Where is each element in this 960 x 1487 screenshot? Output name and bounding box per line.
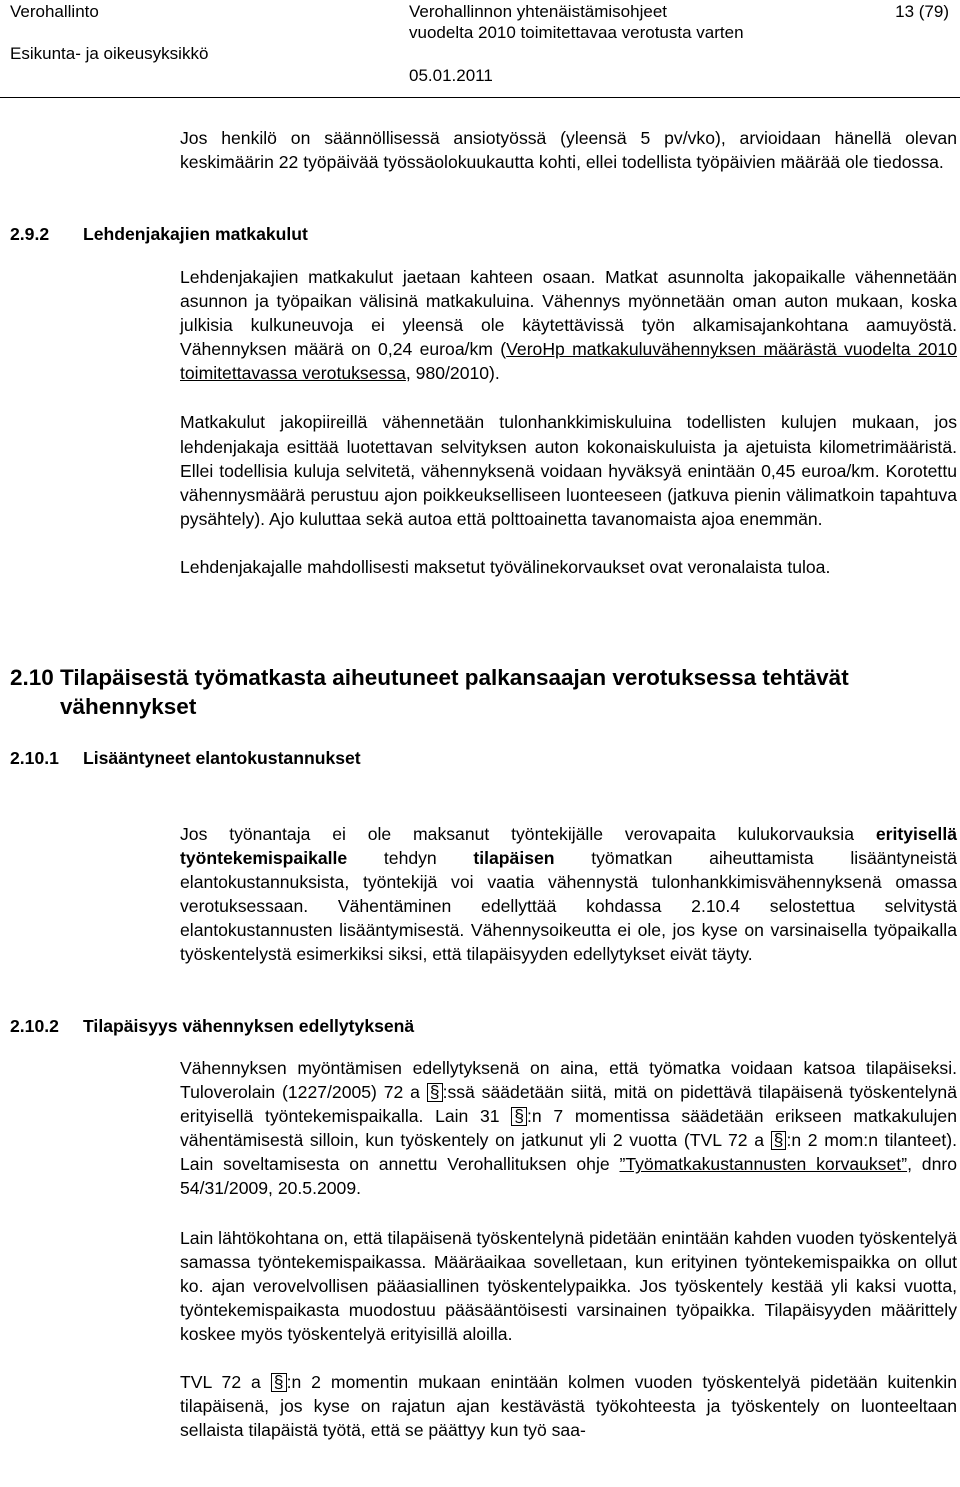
section-title: Lehdenjakajien matkakulut [83, 224, 308, 244]
paragraph: Lain lähtökohtana on, että tilapäisenä työskentelynä pidetään enintään kahden vuoden työskentelyä samassa työntekemispaikassa. Määräaikaa sovelletaan, kun erityinen työntekemispaikka on ollut ko. ajan verovelvollisen pääasiallinen työskentelypaikka. Jos työskentely kestää yli kaksi vuotta, työntekemispaikasta muodostuu pääsääntöisesti varsinainen työpaikka. Tilapäisyyden määrittely koskee myös työskentelyä erityisillä aloilla. [180, 1227, 957, 1344]
paragraph: Matkakulut jakopiireillä vähennetään tulonhankkimiskuluina todellisten kulujen mukaan, jos lehdenjakaja esittää luotettavan selvityksen auton kokonaiskuluista ja ajetuista kilometrimääristä. Ellei todellisia kuluja selvitetä, vähennyksenä voidaan hyväksyä enintään 0,45 euroa/km. Korotettu vähennysmäärä perustuu ajon poikkeukselliseen luonteeseen (jatkuva pienin välimatkoin tapahtuva pysähtely). Ajo kuluttaa sekä autoa että polttoainetta tavanomaista ajoa enemmän. [180, 412, 957, 529]
paragraph: Lehdenjakajalle mahdollisesti maksetut työvälinekorvaukset ovat veronalaista tuloa. [180, 556, 831, 577]
section-2-10-1-body [180, 822, 957, 967]
section-sign: § [427, 1083, 443, 1102]
section-heading-2-10-1 [10, 748, 361, 769]
header-org: Verohallinto [10, 2, 99, 21]
section-sign: § [271, 1373, 287, 1392]
section-heading-2-10 [10, 663, 940, 721]
section-number: 2.10 [10, 665, 54, 690]
intro-block [180, 126, 957, 174]
section-heading-2-10-2 [10, 1016, 414, 1037]
section-number: 2.9.2 [10, 224, 50, 244]
section-title: Tilapäisestä työmatkasta aiheutuneet palkansaajan verotuksessa tehtävät vähennykset [60, 665, 849, 719]
header-doc-subtitle: vuodelta 2010 toimitettavaa verotusta varten [409, 23, 744, 42]
header-divider [0, 97, 960, 98]
section-2-9-2-body [180, 265, 957, 579]
header-date: 05.01.2011 [409, 66, 493, 85]
section-heading-2-9-2 [10, 224, 308, 245]
intro-paragraph: Jos henkilö on säännöllisessä ansiotyössä (yleensä 5 pv/vko), arvioidaan hänellä olevan keskimäärin 22 työpäivää työssäolokuukautta kohti, ellei todellista työpäivien määrää ole tiedossa. [180, 128, 957, 173]
section-number: 2.10.2 [10, 1016, 59, 1036]
section-2-10-2-body [180, 1056, 957, 1442]
paragraph: TVL 72 a § :n 2 momentin mukaan enintään kolmen vuoden työskentelyä pidetään kuitenkin tilapäisenä, jos kyse on rajatun ajan kestävästä työkohteesta ja työskentely on luonteeltaan sellaista tilapäistä työtä, että se päättyy kun työ saa- [180, 1372, 957, 1441]
header-unit: Esikunta- ja oikeusyksikkö [10, 44, 209, 63]
veroHp-link[interactable]: VeroHp matkakuluvähennyksen määrästä vuodelta 2010 toimitettavassa verotuksessa [180, 339, 957, 384]
paragraph: Jos työnantaja ei ole maksanut työntekijälle verovapaita kulukorvauksia erityisellä työntekemispaikalle tehdyn tilapäisen työmatkan aiheuttamista lisääntyneistä elantokustannuksista, työntekijä voi vaatia vähennystä tulonhankkimisvähennyksenä omassa verotuksessaan. Vähentäminen edellyttää kohdassa 2.10.4 selostettua selvitystä elantokustannusten lisääntymisestä. Vähennysoikeutta ei ole, jos kyse on varsinaisella työpaikalla työskentelystä esimerkiksi siksi, että tilapäisyyden edellytykset eivät täyty. [180, 824, 957, 965]
paragraph: Lehdenjakajien matkakulut jaetaan kahteen osaan. Matkat asunnolta jakopaikalle vähennetään asunnon ja työpaikan välisinä matkakuluina. Vähennys myönnetään oman auton mukaan, koska julkisia kulkuneuvoja ei yleensä ole käytettävissä työn alkamisajankohtana aamuyöstä. Vähennyksen määrä on 0,24 euroa/km (VeroHp matkakuluvähennyksen määrästä vuodelta 2010 toimitettavassa verotuksessa, 980/2010). [180, 267, 957, 384]
section-title: Lisääntyneet elantokustannukset [83, 748, 361, 768]
section-number: 2.10.1 [10, 748, 59, 768]
section-sign: § [771, 1131, 787, 1150]
header-doc-title: Verohallinnon yhtenäistämisohjeet [409, 2, 668, 21]
paragraph: Vähennyksen myöntämisen edellytyksenä on aina, että työmatka voidaan katsoa tilapäiseksi. Tuloverolain (1227/2005) 72 a § :ssä säädetään siitä, mitä on pidettävä tilapäisenä työskentelynä erityisellä työntekemispaikalla. Lain 31 § :n 7 momentissa säädetään erikseen matkakulujen vähentämisestä silloin, kun työskentely on jatkunut yli 2 vuotta (TVL 72 a § :n 2 mom:n tilanteet). Lain soveltamisesta on annettu Verohallituksen ohje ”Työmatkakustannusten korvaukset”, dnro 54/31/2009, 20.5.2009. [180, 1058, 957, 1199]
instruction-link[interactable]: ”Työmatkakustannusten korvaukset” [619, 1154, 908, 1175]
section-sign: § [511, 1107, 527, 1126]
section-title: Tilapäisyys vähennyksen edellytyksenä [83, 1016, 415, 1036]
page-number: 13 (79) [895, 2, 949, 21]
